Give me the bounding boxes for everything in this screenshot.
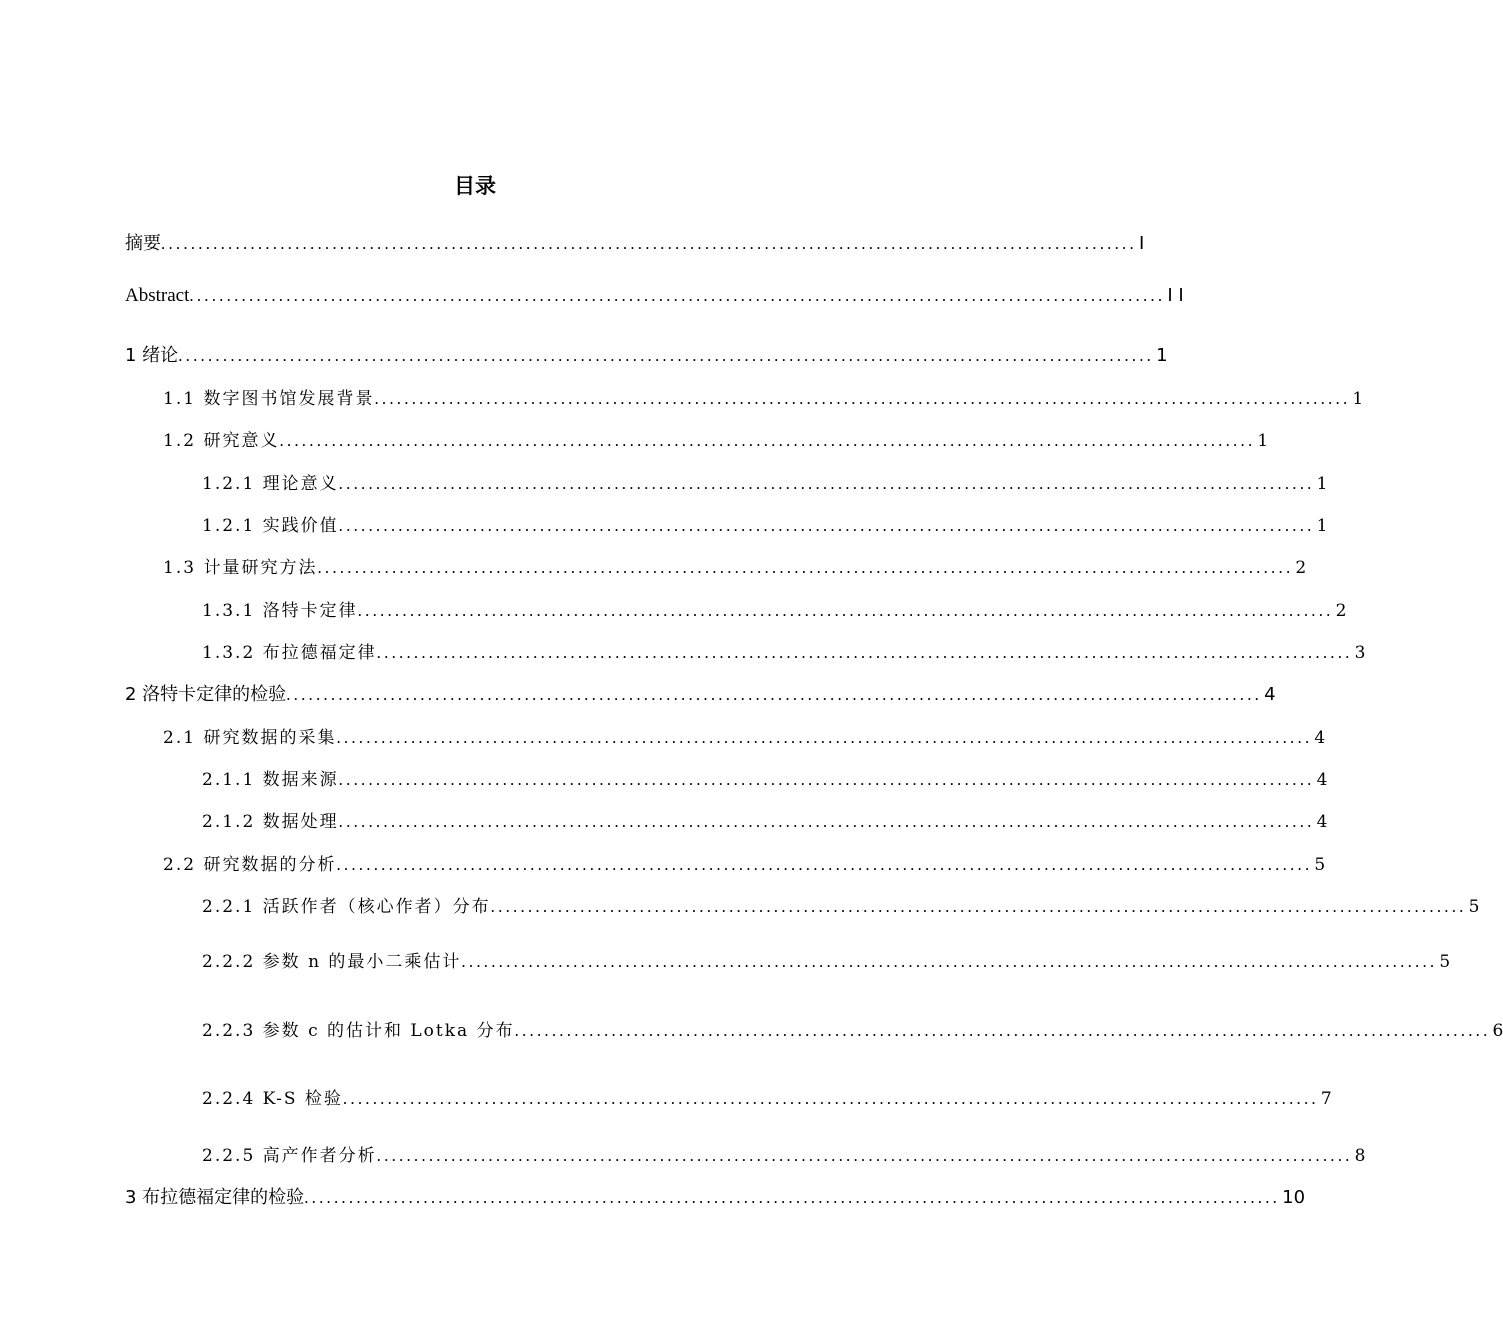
toc-entry-page: 1 (1257, 431, 1269, 451)
toc-entry-label: 2.2.2 参数 n 的最小二乘估计 (202, 952, 462, 972)
toc-entry-page: 1 (1316, 474, 1328, 494)
toc-entry-label: Abstract (125, 285, 190, 306)
toc-entry-1-3[interactable] (163, 553, 1307, 578)
toc-title: 目录 (454, 174, 496, 198)
toc-dot-leader: ................................................................................................................................... (461, 952, 1438, 971)
toc-entry-page: 1 (1156, 345, 1168, 366)
toc-dot-leader: ................................................................................................................................... (279, 431, 1256, 450)
toc-entry-page: 5 (1468, 897, 1480, 917)
toc-dot-leader: ................................................................................................................................... (161, 234, 1137, 253)
toc-entry-page: 6 (1492, 1021, 1503, 1041)
toc-entry-1-2[interactable] (163, 426, 1269, 451)
toc-dot-leader: ................................................................................................................................... (178, 346, 1155, 365)
toc-entry-abstract-cn[interactable] (125, 229, 1145, 255)
toc-entry-page: I I (1167, 285, 1184, 306)
toc-dot-leader: ................................................................................................................................... (338, 812, 1315, 831)
toc-entry-page: 10 (1282, 1187, 1306, 1208)
toc-entry-page: 4 (1314, 728, 1326, 748)
toc-entry-page: 4 (1316, 812, 1328, 832)
toc-entry-page: 5 (1314, 855, 1326, 875)
toc-entry-label: 1.3.2 布拉德福定律 (202, 643, 377, 663)
toc-entry-label: 2.1.1 数据来源 (202, 770, 339, 790)
toc-dot-leader: ................................................................................................................................... (338, 770, 1315, 789)
toc-entry-page: 8 (1354, 1146, 1366, 1166)
toc-entry-2-2-3[interactable] (202, 1016, 1503, 1041)
toc-dot-leader: ................................................................................................................................... (317, 558, 1294, 577)
toc-entry-label: 1.2.1 实践价值 (202, 516, 339, 536)
toc-dot-leader: ................................................................................................................................... (338, 516, 1315, 535)
toc-entry-abstract-en[interactable] (125, 285, 1184, 307)
toc-entry-label: 1.3 计量研究方法 (163, 558, 318, 578)
toc-entry-label: 2.1.2 数据处理 (202, 812, 339, 832)
toc-entry-label: 2 洛特卡定律的检验 (125, 684, 287, 705)
toc-entry-label: 1.1 数字图书馆发展背景 (163, 389, 375, 409)
toc-dot-leader: ................................................................................................................................... (336, 855, 1313, 874)
toc-dot-leader: ................................................................................................................................... (189, 286, 1166, 305)
toc-entry-label: 1.3.1 洛特卡定律 (202, 601, 358, 621)
toc-entry-label: 1.2 研究意义 (163, 431, 280, 451)
toc-entry-label: 1.2.1 理论意义 (202, 474, 339, 494)
toc-entry-page: 4 (1264, 684, 1276, 705)
toc-entry-chapter-3[interactable] (125, 1183, 1306, 1209)
toc-entry-chapter-1[interactable] (125, 341, 1168, 367)
toc-entry-2-1-1[interactable] (202, 765, 1328, 790)
toc-entry-label: 2.2 研究数据的分析 (163, 855, 337, 875)
toc-entry-2-2-1[interactable] (202, 892, 1480, 917)
toc-entry-1-3-2[interactable] (202, 638, 1366, 663)
toc-entry-label: 2.2.1 活跃作者（核心作者）分布 (202, 897, 491, 917)
toc-entry-page: 2 (1335, 601, 1347, 621)
toc-entry-label: 2.1 研究数据的采集 (163, 728, 337, 748)
toc-entry-page: I (1138, 233, 1145, 254)
toc-entry-2-1-2[interactable] (202, 807, 1328, 832)
toc-entry-page: 5 (1439, 952, 1451, 972)
toc-dot-leader: ................................................................................................................................... (357, 601, 1334, 620)
toc-entry-page: 2 (1295, 558, 1307, 578)
toc-entry-page: 1 (1352, 389, 1364, 409)
toc-entry-label: 2.2.4 K-S 检验 (202, 1089, 343, 1109)
toc-dot-leader: ................................................................................................................................... (338, 474, 1315, 493)
toc-entry-page: 1 (1316, 516, 1328, 536)
toc-entry-2-2-2[interactable] (202, 947, 1451, 972)
toc-entry-page: 4 (1316, 770, 1328, 790)
toc-dot-leader: ................................................................................................................................... (304, 1188, 1281, 1207)
toc-entry-2-1[interactable] (163, 723, 1326, 748)
toc-entry-1-1[interactable] (163, 384, 1364, 409)
toc-dot-leader: ................................................................................................................................... (374, 389, 1351, 408)
toc-entry-1-2-1b[interactable] (202, 511, 1328, 536)
toc-dot-leader: ................................................................................................................................... (514, 1021, 1491, 1040)
toc-entry-label: 摘要 (125, 233, 161, 254)
toc-entry-2-2-5[interactable] (202, 1141, 1366, 1166)
toc-entry-label: 3 布拉德福定律的检验 (125, 1187, 305, 1208)
toc-entry-page: 3 (1354, 643, 1366, 663)
toc-entry-2-2-4[interactable] (202, 1084, 1332, 1109)
toc-dot-leader: ................................................................................................................................... (336, 728, 1313, 747)
toc-dot-leader: ................................................................................................................................... (490, 897, 1467, 916)
toc-dot-leader: ................................................................................................................................... (342, 1089, 1319, 1108)
toc-entry-2-2[interactable] (163, 850, 1326, 875)
toc-dot-leader: ................................................................................................................................... (286, 685, 1263, 704)
toc-dot-leader: ................................................................................................................................... (376, 1146, 1353, 1165)
toc-entry-label: 1 绪论 (125, 345, 179, 366)
toc-entry-label: 2.2.5 高产作者分析 (202, 1146, 377, 1166)
toc-dot-leader: ................................................................................................................................... (376, 643, 1353, 662)
toc-entry-1-3-1[interactable] (202, 596, 1347, 621)
toc-entry-chapter-2[interactable] (125, 680, 1276, 706)
toc-entry-page: 7 (1320, 1089, 1332, 1109)
toc-entry-label: 2.2.3 参数 c 的估计和 Lotka 分布 (202, 1021, 515, 1041)
toc-entry-1-2-1a[interactable] (202, 469, 1328, 494)
